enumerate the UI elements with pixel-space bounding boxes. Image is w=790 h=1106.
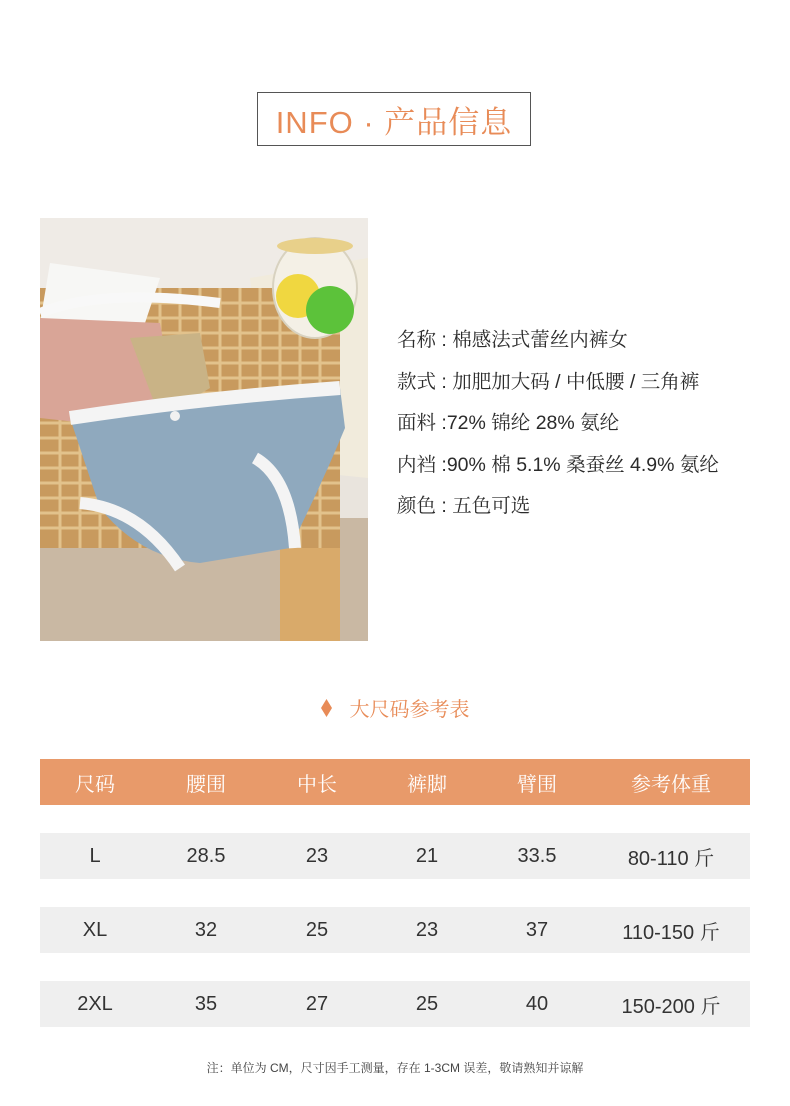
header-size: 尺码 <box>75 773 115 796</box>
cell-weight: 80-110 斤 <box>627 847 715 870</box>
cell-length: 27 <box>305 992 329 1015</box>
info-name: 名称 : 棉感法式蕾丝内裤女 <box>397 329 628 351</box>
cell-length: 25 <box>305 918 329 941</box>
table-row <box>40 833 750 879</box>
table-row <box>40 981 750 1027</box>
cell-waist: 35 <box>194 992 218 1015</box>
product-info <box>397 330 777 538</box>
header-hip: 臂围 <box>517 773 557 796</box>
cell-size: 2XL <box>77 992 113 1015</box>
cell-waist: 32 <box>194 918 218 941</box>
header-waist: 腰围 <box>186 773 226 796</box>
page-title: INFO · 产品信息 <box>257 92 531 146</box>
table-row <box>40 907 750 953</box>
header-leg: 裤脚 <box>407 773 447 796</box>
header-length: 中长 <box>297 773 337 796</box>
measurement-note: 注：单位为 CM，尺寸因手工测量，存在 1-3CM 误差，敬请熟知并谅解 <box>206 1061 584 1075</box>
table-header <box>40 759 750 805</box>
cell-size: L <box>89 844 101 867</box>
size-chart-title <box>0 693 790 722</box>
diamond-icon <box>321 699 332 717</box>
cell-length: 23 <box>305 844 329 867</box>
info-style: 款式 : 加肥加大码 / 中低腰 / 三角裤 <box>397 370 700 393</box>
info-color: 颜色 : 五色可选 <box>397 495 531 517</box>
cell-hip: 33.5 <box>517 844 557 867</box>
cell-hip: 40 <box>525 992 549 1015</box>
cell-size: XL <box>82 918 108 941</box>
cell-hip: 37 <box>525 918 549 941</box>
info-crotch: 内裆 :90% 棉 5.1% 桑蚕丝 4.9% 氨纶 <box>397 453 719 476</box>
cell-leg: 21 <box>415 844 439 867</box>
size-chart-title-text: 大尺码参考表 <box>349 699 470 721</box>
header-weight: 参考体重 <box>631 773 711 796</box>
size-table <box>40 759 750 1027</box>
cell-weight: 150-200 斤 <box>621 995 721 1018</box>
product-photo <box>40 218 368 641</box>
cell-leg: 25 <box>415 992 439 1015</box>
info-fabric: 面料 :72% 锦纶 28% 氨纶 <box>397 412 620 434</box>
cell-leg: 23 <box>415 918 439 941</box>
cell-weight: 110-150 斤 <box>622 921 720 944</box>
cell-waist: 28.5 <box>186 844 226 867</box>
